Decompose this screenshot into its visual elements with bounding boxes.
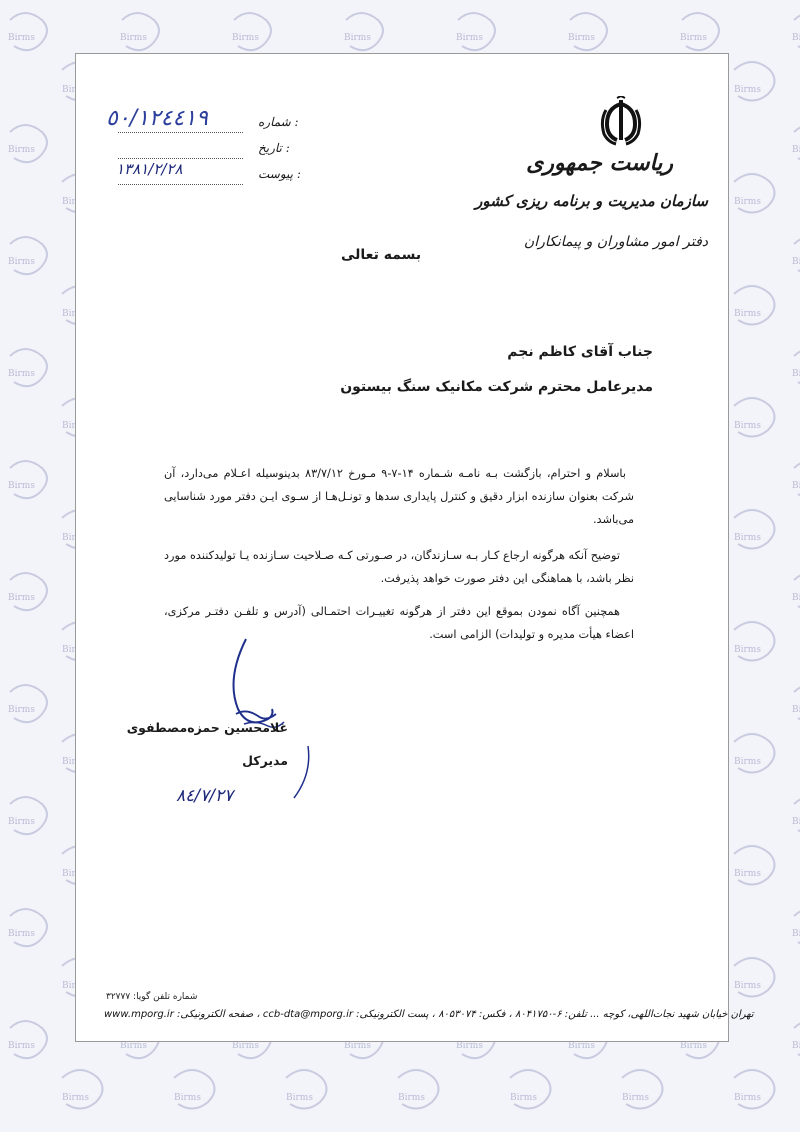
number-label: شماره : [258, 115, 299, 129]
recipient-title: مدیرعامل محترم شرکت مکانیک سنگ بیستون [340, 379, 653, 395]
footer-phone: شماره تلفن گویا: ۳۲۷۷۷ [106, 992, 198, 1002]
date-label: تاریخ : [258, 141, 290, 155]
attachment-line [118, 184, 243, 185]
paragraph-3: همچنین آگاه نمودن بموقع این دفتر از هرگونه تغییـرات احتمـالی (آدرس و تلفـن دفتـر مرکزی، اعضاء هیأت مدیره و تولیدات) الزامی است. [164, 605, 634, 641]
handwritten-date: ١٣٨١/٢/٢٨ [116, 160, 183, 178]
signatory-title: مدیرکل [242, 753, 288, 768]
org-name-line1: ریاست جمهوری [526, 150, 673, 176]
iran-emblem-icon [598, 96, 644, 148]
paragraph-2: توضیح آنکه هرگونه ارجاع کـار بـه سـازندگان، در صـورتی کـه صـلاحیت سـازنده یـا تولیدکننده مورد نظر باشد، با هماهنگی این دفتر صورت خواهد پذیرفت. [164, 549, 634, 585]
footer-address: تهران خیابان شهید نجات‌اللهی، کوچه ... تلفن: ۶-۸۰۴۱۷۵۰ ، فکس: ۸۰۵۳۰۷۴ ، پست الکترونیکی: ccb-dta@mporg.ir ، صفحه الکترونیکی: www.mporg.ir [104, 1009, 754, 1020]
letter-sheet [75, 53, 754, 1042]
paragraph-1: باسلام و احترام، بازگشت بـه نامـه شـماره ۱۴-۷-۹ مـورخ ۸۳/۷/۱۲ بدینوسیله اعـلام می‌دارد، آن شرکت بعنوان سازنده ابزار دقیق و کنترل پایداری سدها و تونـل‌هـا از سـوی ایـن دفتر مورد شناسایی می‌باشد. [164, 467, 634, 526]
date-line [118, 158, 243, 159]
number-line [118, 132, 243, 133]
recipient-name: جناب آقای کاظم نجم [507, 344, 653, 360]
signatory-name: غلامحسین حمزه‌مصطفوی [126, 720, 288, 735]
bismillah: بسمه تعالی [341, 247, 422, 263]
org-name-line2: سازمان مدیریت و برنامه ریزی کشور [475, 192, 708, 210]
handwritten-sign-date: ٨٤/٧/٢٧ [176, 786, 234, 806]
signature-stroke [286, 744, 316, 804]
attachment-label: پیوست : [258, 167, 301, 181]
handwritten-number: ٥٠/١٢٤٤١٩ [106, 106, 208, 131]
org-name-line3: دفتر امور مشاوران و پیمانکاران [523, 234, 708, 250]
